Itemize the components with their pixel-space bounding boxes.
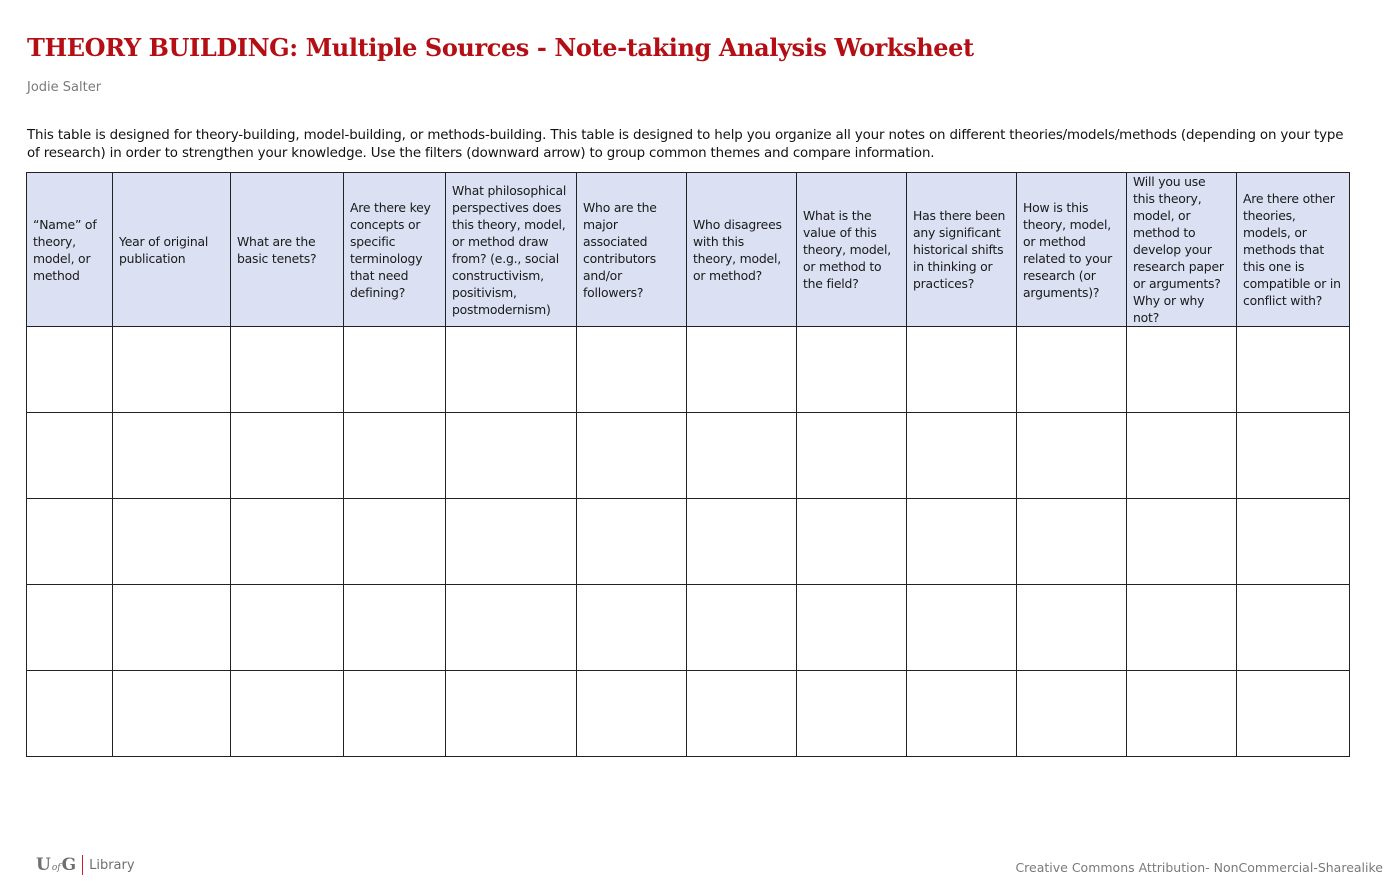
table-cell[interactable] <box>231 413 344 499</box>
table-cell[interactable] <box>1237 499 1350 585</box>
header-row <box>27 173 1350 327</box>
table-cell[interactable] <box>687 499 797 585</box>
table-cell[interactable] <box>687 327 797 413</box>
table-cell[interactable] <box>1237 327 1350 413</box>
table-cell[interactable] <box>687 671 797 757</box>
table-cell[interactable] <box>907 413 1017 499</box>
table-cell[interactable] <box>577 327 687 413</box>
table-cell[interactable] <box>797 499 907 585</box>
table-cell[interactable] <box>344 671 446 757</box>
table-cell[interactable] <box>27 413 113 499</box>
logo-mark-u: U <box>36 855 51 875</box>
table-cell[interactable] <box>907 671 1017 757</box>
table-row <box>27 585 1350 671</box>
table-cell[interactable] <box>231 585 344 671</box>
table-cell[interactable] <box>446 499 577 585</box>
table-cell[interactable] <box>113 327 231 413</box>
table-cell[interactable] <box>231 671 344 757</box>
table-cell[interactable] <box>113 671 231 757</box>
table-cell[interactable] <box>27 671 113 757</box>
library-logo <box>36 855 135 875</box>
worksheet-table <box>26 172 1350 757</box>
table-cell[interactable] <box>907 327 1017 413</box>
table-cell[interactable] <box>577 671 687 757</box>
logo-mark-g: G <box>61 855 77 875</box>
table-cell[interactable] <box>577 499 687 585</box>
table-cell[interactable] <box>344 585 446 671</box>
table-cell[interactable] <box>446 327 577 413</box>
table-cell[interactable] <box>27 499 113 585</box>
table-cell[interactable] <box>113 413 231 499</box>
table-cell[interactable] <box>113 499 231 585</box>
table-cell[interactable] <box>1127 671 1237 757</box>
table-cell[interactable] <box>1017 585 1127 671</box>
uofg-logo-icon <box>36 855 76 875</box>
table-row <box>27 327 1350 413</box>
table-cell[interactable] <box>1237 585 1350 671</box>
header-other-theories[interactable]: Are there other theories, models, or methods that this one is compatible or in conflict with? <box>1237 173 1350 327</box>
header-key-concepts[interactable]: Are there key concepts or specific terminology that need defining? <box>344 173 446 327</box>
header-historical-shifts[interactable]: Has there been any significant historical shifts in thinking or practices? <box>907 173 1017 327</box>
table-row <box>27 671 1350 757</box>
license-text: Creative Commons Attribution- NonCommercial-Sharealike <box>1015 860 1383 875</box>
table-cell[interactable] <box>907 499 1017 585</box>
header-disagrees[interactable]: Who disagrees with this theory, model, or method? <box>687 173 797 327</box>
header-value[interactable]: What is the value of this theory, model, or method to the field? <box>797 173 907 327</box>
table-row <box>27 499 1350 585</box>
table-cell[interactable] <box>344 327 446 413</box>
table-cell[interactable] <box>1127 585 1237 671</box>
table-cell[interactable] <box>344 499 446 585</box>
logo-text: Library <box>89 857 135 873</box>
table-cell[interactable] <box>1127 327 1237 413</box>
logo-divider <box>82 855 83 875</box>
header-related-research[interactable]: How is this theory, model, or method related to your research (or arguments)? <box>1017 173 1127 327</box>
table-cell[interactable] <box>231 327 344 413</box>
header-will-use[interactable]: Will you use this theory, model, or method to develop your research paper or arguments? Why or why not? <box>1127 173 1237 327</box>
table-cell[interactable] <box>344 413 446 499</box>
table-cell[interactable] <box>797 671 907 757</box>
table-cell[interactable] <box>446 671 577 757</box>
table-cell[interactable] <box>687 413 797 499</box>
table-cell[interactable] <box>797 413 907 499</box>
table-cell[interactable] <box>687 585 797 671</box>
table-cell[interactable] <box>1127 413 1237 499</box>
header-year[interactable]: Year of original publication <box>113 173 231 327</box>
table-cell[interactable] <box>577 585 687 671</box>
table-cell[interactable] <box>231 499 344 585</box>
logo-mark-of: of <box>51 863 61 873</box>
table-cell[interactable] <box>1017 413 1127 499</box>
header-contributors[interactable]: Who are the major associated contributors and/or followers? <box>577 173 687 327</box>
table-cell[interactable] <box>1237 671 1350 757</box>
header-basic-tenets[interactable]: What are the basic tenets? <box>231 173 344 327</box>
table-cell[interactable] <box>1017 327 1127 413</box>
header-name[interactable]: “Name” of theory, model, or method <box>27 173 113 327</box>
table-cell[interactable] <box>446 585 577 671</box>
table-cell[interactable] <box>113 585 231 671</box>
page-title: THEORY BUILDING: Multiple Sources - Note-taking Analysis Worksheet <box>27 33 974 62</box>
intro-paragraph: This table is designed for theory-building, model-building, or methods-building. This table is designed to help you organize all your notes on different theories/models/methods (depending on your type of research) in order to strengthen your knowledge. Use the filters (downward arrow) to group common themes and compare information. <box>27 128 1344 161</box>
author-name: Jodie Salter <box>27 80 102 95</box>
table-cell[interactable] <box>446 413 577 499</box>
table-cell[interactable] <box>1017 671 1127 757</box>
table-cell[interactable] <box>907 585 1017 671</box>
table-cell[interactable] <box>27 327 113 413</box>
table-cell[interactable] <box>1237 413 1350 499</box>
table-cell[interactable] <box>797 327 907 413</box>
table-cell[interactable] <box>27 585 113 671</box>
table-cell[interactable] <box>1127 499 1237 585</box>
table-cell[interactable] <box>797 585 907 671</box>
header-philosophical-perspectives[interactable]: What philosophical perspectives does this theory, model, or method draw from? (e.g., social constructivism, positivism, postmodernism) <box>446 173 577 327</box>
table-row <box>27 413 1350 499</box>
table-cell[interactable] <box>577 413 687 499</box>
table-cell[interactable] <box>1017 499 1127 585</box>
